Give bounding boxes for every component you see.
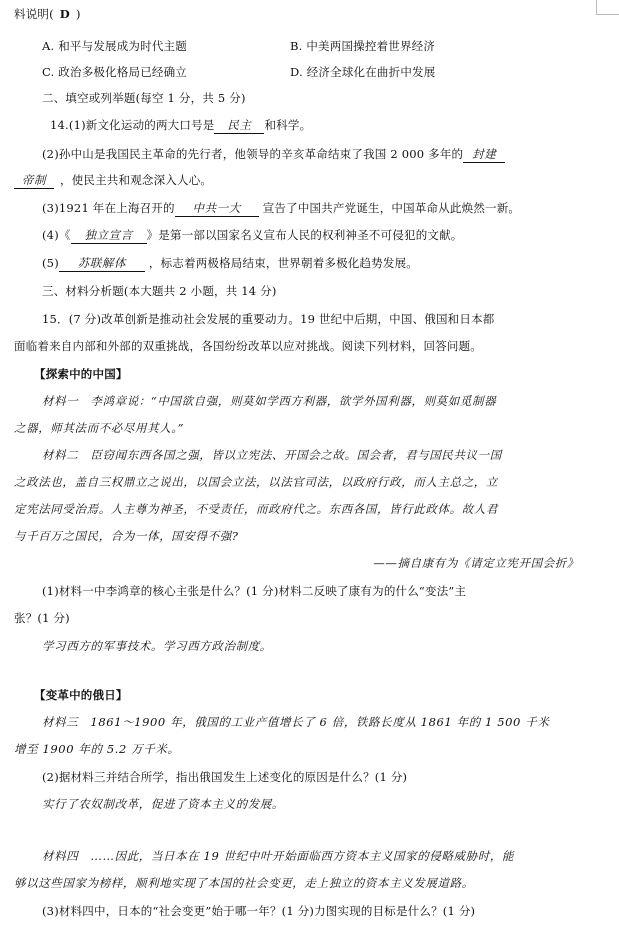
q14-p4-pre: (4)《 xyxy=(42,228,71,242)
line-top-suffix: ) xyxy=(75,7,81,21)
q14-part5 xyxy=(42,255,418,272)
material-3-line-2: 增至 1900 年的 5.2 万千米。 xyxy=(14,742,180,756)
q15-1-line-1: (1)材料一中李鸿章的核心主张是什么？(1 分)材料二反映了康有为的什么“变法”主 xyxy=(42,584,467,598)
q15-1-line-2: 张？(1 分) xyxy=(14,611,70,625)
q14-part3 xyxy=(42,200,520,217)
q14-p2-answer-1: 封建 xyxy=(463,146,505,163)
choice-c: C. 政治多极化格局已经确立 xyxy=(42,65,187,79)
choice-d: D. 经济全球化在曲折中发展 xyxy=(290,65,436,79)
q14-p5-pre: (5) xyxy=(42,256,59,270)
material-2-line-2: 之政法也，盖自三权鼎立之说出，以国会立法，以法官司法，以政府行政，而人主总之，立 xyxy=(14,475,498,489)
q15-2-question: (2)据材料三并结合所学，指出俄国发生上述变化的原因是什么？(1 分) xyxy=(42,770,408,784)
q14-part2 xyxy=(42,146,505,163)
section-2-title: 二、填空或列举题(每空 1 分，共 5 分) xyxy=(42,91,246,105)
line-top-prefix: 料说明( xyxy=(14,7,54,21)
choice-a: A. 和平与发展成为时代主题 xyxy=(42,39,187,53)
page-corner-mark xyxy=(596,0,619,15)
heading-russia-japan: 【变革中的俄日】 xyxy=(34,688,128,702)
q15-intro-line-1: 15．(7 分)改革创新是推动社会发展的重要动力。19 世纪中后期，中国、俄国和日本都 xyxy=(42,312,495,326)
q14-p3-pre: (3)1921 年在上海召开的 xyxy=(42,201,175,215)
q14-p4-answer: 独立宣言 xyxy=(71,227,147,244)
q14-p2-answer-2: 帝制 xyxy=(14,172,54,189)
section-3-title: 三、材料分析题(本大题共 2 小题，共 14 分) xyxy=(42,284,277,298)
answer-choice: D xyxy=(59,7,70,21)
q14-part4 xyxy=(42,227,463,244)
q14-p2-post: ，使民主共和观念深入人心。 xyxy=(60,173,213,187)
material-3-line-1: 材料三 1861～1900 年，俄国的工业产值增长了 6 倍，铁路长度从 1861 年的 1 500 千米 xyxy=(42,715,550,729)
material-4-line-2: 够以这些国家为榜样，顺利地实现了本国的社会变更，走上独立的资本主义发展道路。 xyxy=(14,876,474,890)
q14-p3-answer: 中共一大 xyxy=(175,200,259,217)
material-1-line-1: 材料一 李鸿章说：“中国欲自强，则莫如学西方利器，欲学外国利器，则莫如觅制器 xyxy=(42,394,497,408)
material-2-line-1: 材料二 臣窃闻东西各国之强，皆以立宪法、开国会之故。国会者，君与国民共议一国 xyxy=(42,448,502,462)
q14-p1-post: 和科学。 xyxy=(264,118,312,132)
q14-p1-answer: 民主 xyxy=(214,117,264,134)
q14-p1-pre: 14.(1)新文化运动的两大口号是 xyxy=(50,118,215,132)
q15-1-answer: 学习西方的军事技术。学习西方政治制度。 xyxy=(42,639,272,653)
q14-p4-post: 》是第一部以国家名义宣布人民的权利神圣不可侵犯的文献。 xyxy=(146,228,463,242)
line-top xyxy=(14,6,81,22)
material-2-line-3: 定宪法同受治焉。人主尊为神圣，不受责任，而政府代之。东西各国，皆行此政体。故人君 xyxy=(14,502,498,516)
q14-p5-post: ，标志着两极格局结束，世界朝着多极化趋势发展。 xyxy=(148,256,418,270)
q14-part2-cont xyxy=(14,172,212,189)
material-2-line-4: 与千百万之国民，合为一体，国安得不强? xyxy=(14,529,239,543)
material-4-line-1: 材料四 ……因此，当日本在 19 世纪中叶开始面临西方资本主义国家的侵略威胁时，能 xyxy=(42,849,515,863)
q14-p3-post: 宣告了中国共产党诞生，中国革命从此焕然一新。 xyxy=(262,201,521,215)
q14-p5-answer: 苏联解体 xyxy=(59,255,145,272)
q15-2-answer: 实行了农奴制改革，促进了资本主义的发展。 xyxy=(42,797,284,811)
choice-b: B. 中美两国操控着世界经济 xyxy=(290,39,436,53)
q14-p2-pre: (2)孙中山是我国民主革命的先行者，他领导的辛亥革命结束了我国 2 000 多年的 xyxy=(42,147,464,161)
material-2-source: ——摘自康有为《请定立宪开国会折》 xyxy=(373,556,579,570)
q15-intro-line-2: 面临着来自内部和外部的双重挑战，各国纷纷改革以应对挑战。阅读下列材料，回答问题。 xyxy=(14,339,482,353)
material-1-line-2: 之器，师其法而不必尽用其人。” xyxy=(14,421,185,435)
heading-china: 【探索中的中国】 xyxy=(34,367,128,381)
q14-part1 xyxy=(50,117,311,134)
q15-3-question: (3)材料四中，日本的“社会变更”始于哪一年？(1 分)力图实现的目标是什么？(1 分) xyxy=(42,904,476,918)
